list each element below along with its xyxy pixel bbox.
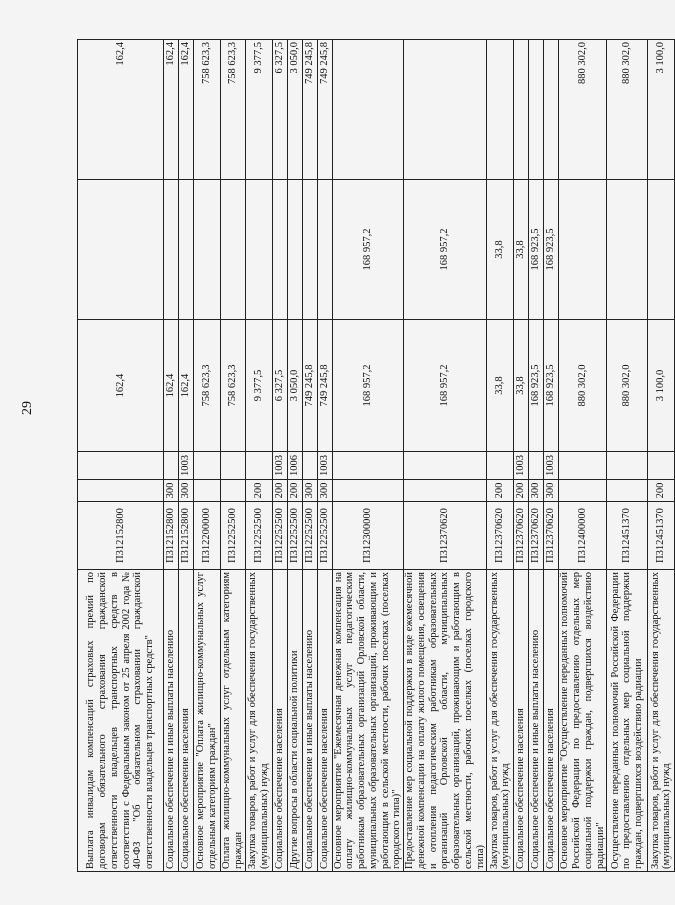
row-target-code: П312252500 [245,502,272,570]
row-description: Другие вопросы в области социальной политики [287,570,302,872]
row-amount-regional [607,180,648,320]
row-expense-type: 300 [317,480,332,502]
row-expense-type: 200 [648,480,675,502]
row-amount-federal: 749 245,8 [302,40,317,180]
row-description: Выплата инвалидам компенсаций страховых премий по договорам обязательного страхования гражданской ответственности владельцев транспортных средств в соответствии с Федеральным законом от 25 апреля 2002 года № 40-ФЗ "Об обязательном страховании гражданской ответственности владельцев транспортных средств" [78,570,164,872]
row-expense-type: 200 [514,480,529,502]
row-description: Основное мероприятие "Осуществление переданных полномочий Российской Федерации по предоставлению отдельных мер социальной поддержки граждан, подвергшихся воздействию радиации" [559,570,607,872]
row-expense-type: 300 [164,480,179,502]
row-expense-type [221,480,246,502]
row-target-code: П312400000 [559,502,607,570]
table-row [559,40,607,872]
row-amount-federal [487,40,514,180]
row-target-code: П312370620 [514,502,529,570]
row-description: Социальное обеспечение и иные выплаты населению [164,570,179,872]
budget-table [77,39,675,872]
row-expense-type: 300 [544,480,559,502]
row-section-code [194,452,221,480]
row-description: Закупка товаров, работ и услуг для обеспечения государственных (муниципальных) нужд [487,570,514,872]
row-amount-regional [179,180,194,320]
table-row [164,40,179,872]
row-amount-total: 168 923,5 [544,320,559,452]
row-amount-regional [245,180,272,320]
row-amount-federal: 9 377,5 [245,40,272,180]
table-row [529,40,544,872]
row-section-code: 1003 [179,452,194,480]
row-amount-regional [78,180,164,320]
row-target-code: П312451370 [648,502,675,570]
row-expense-type [559,480,607,502]
table-row [78,40,164,872]
table-row [194,40,221,872]
table-row [287,40,302,872]
row-section-code [164,452,179,480]
row-target-code: П312300000 [332,502,404,570]
table-row [221,40,246,872]
table-row [514,40,529,872]
row-amount-total: 6 327,5 [272,320,287,452]
row-amount-total: 33,8 [514,320,529,452]
row-amount-regional: 168 957,2 [332,180,404,320]
row-target-code: П312370620 [487,502,514,570]
row-expense-type [194,480,221,502]
row-amount-federal: 162,4 [179,40,194,180]
row-section-code [529,452,544,480]
row-amount-federal [332,40,404,180]
row-amount-regional [272,180,287,320]
row-target-code: П312200000 [194,502,221,570]
row-amount-regional [164,180,179,320]
row-amount-total: 749 245,8 [302,320,317,452]
row-amount-federal [544,40,559,180]
row-amount-regional [287,180,302,320]
row-description: Социальное обеспечение населения [544,570,559,872]
row-amount-total: 880 302,0 [607,320,648,452]
row-amount-total: 162,4 [78,320,164,452]
row-amount-regional: 33,8 [514,180,529,320]
row-amount-regional: 33,8 [487,180,514,320]
row-amount-total: 3 050,0 [287,320,302,452]
row-description: Основное мероприятие "Ежемесячная денежная компенсация на оплату жилищно-коммунальных услуг педагогическим работникам образовательных организаций Орловской области, муниципальных образовательных организаций, проживающим и работающим в сельской местности, рабочих поселках (поселках городского типа)" [332,570,404,872]
page-number: 29 [20,401,35,415]
row-amount-federal: 749 245,8 [317,40,332,180]
row-amount-federal: 6 327,5 [272,40,287,180]
row-target-code: П312252500 [272,502,287,570]
row-expense-type [607,480,648,502]
row-amount-federal: 880 302,0 [607,40,648,180]
rotated-table-wrapper [77,40,675,872]
row-description: Социальное обеспечение населения [179,570,194,872]
row-target-code: П312252500 [287,502,302,570]
row-expense-type: 300 [302,480,317,502]
row-expense-type: 200 [272,480,287,502]
row-description: Осуществление переданных полномочий Российской Федерации по предоставлению отдельных мер социальной поддержки граждан, подвергшихся воздействию радиации [607,570,648,872]
row-amount-federal [529,40,544,180]
table-row [302,40,317,872]
row-section-code: 1006 [287,452,302,480]
row-target-code: П312252500 [302,502,317,570]
table-row [487,40,514,872]
row-expense-type: 200 [487,480,514,502]
row-expense-type: 300 [529,480,544,502]
row-amount-regional: 168 923,5 [544,180,559,320]
row-amount-regional [317,180,332,320]
row-expense-type [404,480,487,502]
row-section-code [221,452,246,480]
row-target-code: П312152800 [78,502,164,570]
row-section-code [302,452,317,480]
row-amount-federal: 3 050,0 [287,40,302,180]
row-amount-total: 3 100,0 [648,320,675,452]
row-section-code [559,452,607,480]
row-section-code: 1003 [514,452,529,480]
row-amount-total: 168 957,2 [332,320,404,452]
row-target-code: П312451370 [607,502,648,570]
row-amount-federal [404,40,487,180]
row-amount-total: 758 623,3 [221,320,246,452]
row-target-code: П312152800 [179,502,194,570]
table-row [179,40,194,872]
row-description: Закупка товаров, работ и услуг для обеспечения государственных (муниципальных) нужд [648,570,675,872]
row-amount-regional: 168 957,2 [404,180,487,320]
table-row [332,40,404,872]
row-amount-federal: 758 623,3 [221,40,246,180]
table-row [245,40,272,872]
row-target-code: П312252500 [221,502,246,570]
row-expense-type: 200 [287,480,302,502]
row-target-code: П312252500 [317,502,332,570]
row-amount-total: 9 377,5 [245,320,272,452]
row-description: Оплата жилищно-коммунальных услуг отдельным категориям граждан [221,570,246,872]
row-amount-regional [302,180,317,320]
row-amount-regional [559,180,607,320]
row-section-code [245,452,272,480]
row-amount-total: 33,8 [487,320,514,452]
row-section-code [487,452,514,480]
row-amount-total: 758 623,3 [194,320,221,452]
row-section-code [404,452,487,480]
table-row [648,40,675,872]
row-amount-federal [514,40,529,180]
row-amount-total: 749 245,8 [317,320,332,452]
row-amount-total: 168 957,2 [404,320,487,452]
row-description: Социальное обеспечение населения [514,570,529,872]
table-row [272,40,287,872]
row-section-code: 1003 [272,452,287,480]
row-expense-type: 300 [179,480,194,502]
row-amount-total: 162,4 [179,320,194,452]
row-amount-federal: 880 302,0 [559,40,607,180]
row-section-code [648,452,675,480]
row-amount-total: 880 302,0 [559,320,607,452]
row-expense-type: 200 [245,480,272,502]
row-expense-type [332,480,404,502]
row-amount-federal: 162,4 [164,40,179,180]
row-section-code: 1003 [317,452,332,480]
row-amount-regional [194,180,221,320]
budget-table-body [78,40,675,872]
row-section-code [332,452,404,480]
row-amount-regional: 168 923,5 [529,180,544,320]
table-row [317,40,332,872]
row-description: Предоставление мер социальной поддержки в виде ежемесячной денежной компенсации на оплату жилого помещения, освещения и отопления педагогическим работникам образовательных организаций Орловской области, муниципальных образовательных организаций, проживающим и работающим в сельской местности, рабочих поселках (поселках городского типа) [404,570,487,872]
table-row [544,40,559,872]
row-amount-total: 168 923,5 [529,320,544,452]
row-section-code [607,452,648,480]
row-target-code: П312370620 [404,502,487,570]
row-description: Социальное обеспечение и иные выплаты населению [529,570,544,872]
row-target-code: П312370620 [529,502,544,570]
row-description: Закупка товаров, работ и услуг для обеспечения государственных (муниципальных) нужд [245,570,272,872]
row-amount-regional [648,180,675,320]
row-target-code: П312370620 [544,502,559,570]
row-description: Социальное обеспечение населения [317,570,332,872]
row-amount-federal: 758 623,3 [194,40,221,180]
row-amount-regional [221,180,246,320]
row-description: Основное мероприятие "Оплата жилищно-коммунальных услуг отдельным категориям граждан" [194,570,221,872]
table-row [404,40,487,872]
row-amount-total: 162,4 [164,320,179,452]
table-row [607,40,648,872]
row-section-code [78,452,164,480]
row-description: Социальное обеспечение и иные выплаты населению [302,570,317,872]
row-expense-type [78,480,164,502]
row-amount-federal: 3 100,0 [648,40,675,180]
row-description: Социальное обеспечение населения [272,570,287,872]
row-section-code: 1003 [544,452,559,480]
row-amount-federal: 162,4 [78,40,164,180]
row-target-code: П312152800 [164,502,179,570]
